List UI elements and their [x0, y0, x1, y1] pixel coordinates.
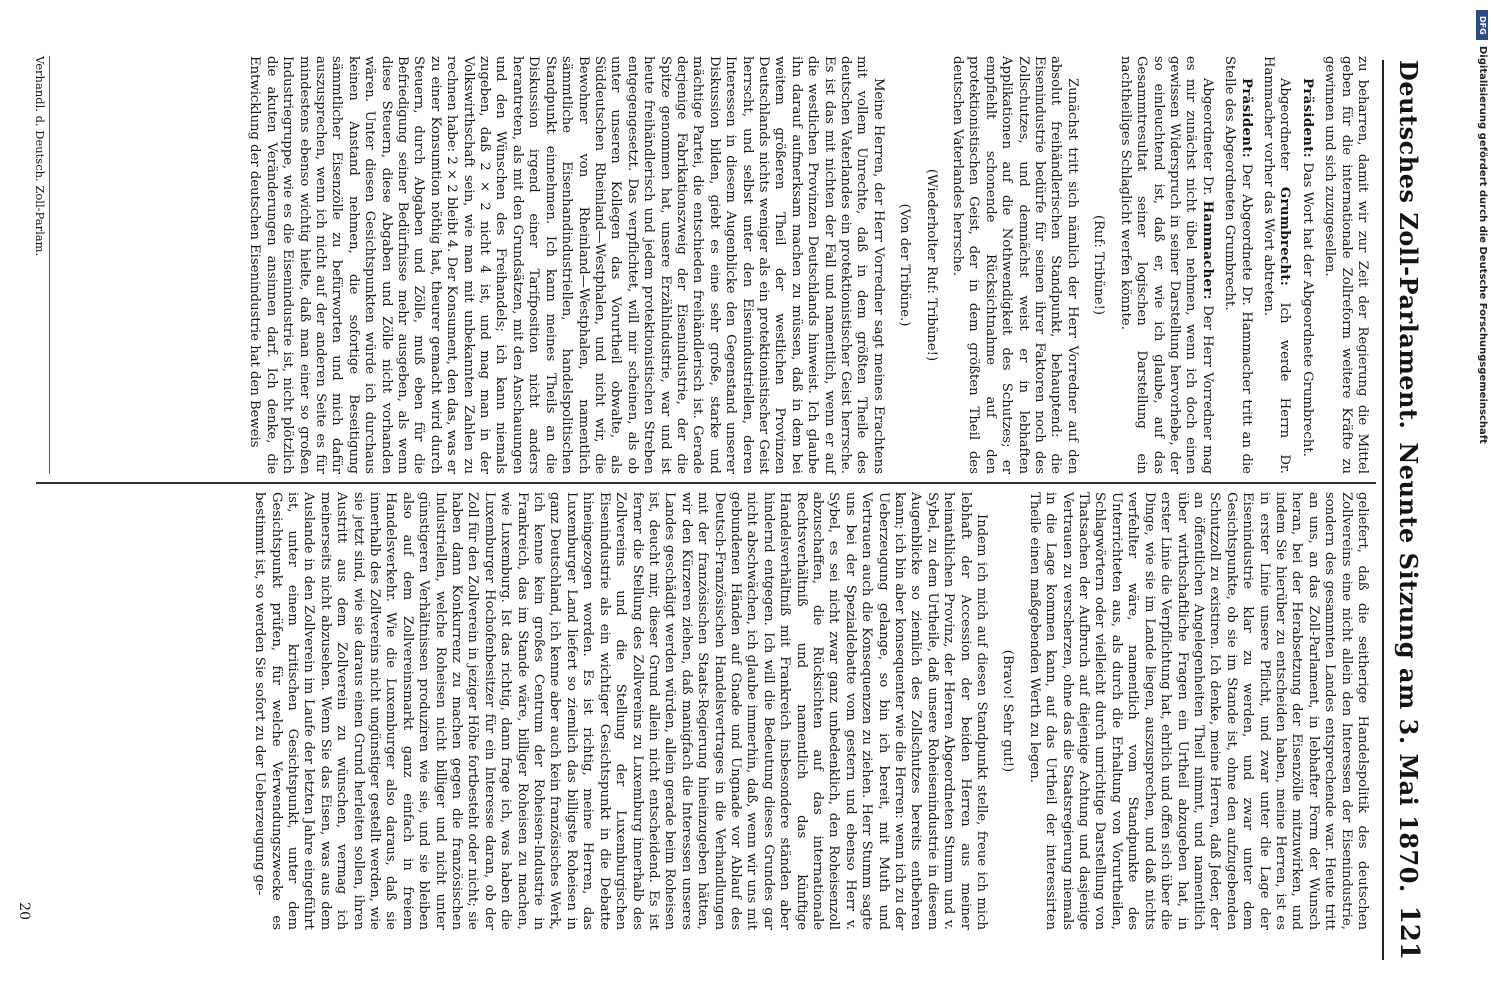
sheet-signature: 20	[16, 902, 32, 920]
digitization-credit	[1476, 10, 1488, 990]
paragraph	[1260, 56, 1293, 474]
paragraph: Meine Herren, der Herr Vorredner sagt meines Erachtens mit vollem Unrechte, daß in dem größten Theile des deutschen Vaterlandes ein protektionistischer Geist herrsche. Es ist das mit nichten der Fall und namentlich, wenn er auf die westlichen Provinzen Deutschlands hinweist. Ich glaube ihn darauf aufmerksam machen zu müssen, daß in dem bei weitem größeren Theil der westlichen Provinzen Deutschlands nichts weniger als ein protektionistischer Geist herrscht, und selbst unter den Eisenindustriellen, deren Interessen in diesem Augenblicke den Gegenstand unserer Diskussion bilden, giebt es eine sehr große, starke und mächtige Partei, die entschieden freihändlerisch ist. Gerade derjenige Fabrikationszweig der Eisenindustrie, der die Spitze genommen hat, unsere Erzählindustrie, war und ist heute freihändlerisch und jedem protektionistischen Streben entgegengesetzt. Das verpflichtet, will mir scheinen, als ob unter unseren Kollegen das Vorurtheil obwalte, als Süddeutschen Rheinland—Westphalen, und nicht wir, die Bewohner von Rheinland—Westphalen, namentlich sämmtliche Eisenhandindustriellen, handelspolitischen Standpunkt einnehmen. Ich kann meines Theils an die Diskussion irgend einer Tarifposition nicht anders herantreten, als mit den Grundsätzen, mit den Anschauungen und den Wünschen des Freihandels; ich kann niemals zugeben, daß 2 × 2 nicht 4 ist, und mag man in der Volkswirthschaft sein, wie man mit unbekannten Zahlen zu rechnen habe: 2 × 2 bleibt 4. Der Konsument, den das, was er zu einer Konsumtion nöthig hat, theurer gemacht wird durch Steuern, durch Abgaben und Zölle, muß eben für die Befriedigung seiner Bedürfnisse mehr ausgeben, als wenn diese Steuern, diese Abgaben und Zölle nicht vorhanden wären. Unter diesen Gesichtspunkten würde ich durchaus keinen Anstand nehmen, die sofortige Beseitigung sämmtlicher Eisenzölle zu befürworten und mich dafür auszusprechen, wenn ich nicht auf der anderen Seite es für mindestens ebenso wichtig hielte, daß man einer so großen Industriegruppe, wie es die Eisenindustrie ist, nicht plötzlich die akuten Veränderungen ansinnen darf. Ich denke, die Entwicklung der deutschen Eisenindustrie hat den Beweis	[247, 56, 886, 474]
page-number: 121	[1394, 905, 1424, 960]
running-title: Deutsches Zoll-Parlament.	[1394, 60, 1424, 430]
speaker-name: Präsident:	[1238, 78, 1254, 159]
interjection: (Wiederholter Ruf: Tribüne!)	[923, 168, 939, 362]
speaker-prefix: Abgeordneter	[1277, 78, 1293, 171]
session-heading: Neunte Sitzung am 3. Mai 1870.	[1394, 442, 1424, 893]
paragraph	[1221, 56, 1254, 474]
speech-text: Das Wort hat der Abgeordnete Grumbrecht.	[1299, 162, 1315, 457]
speech-text: Der Herr Vorredner mag es mir zunächst nicht übel nehmen, wenn ich doch einen gewissen Widerspruch in seiner Darstellung hervorhebe, der so einleuchtend ist, daß er, wie ich glaube, auf das Gesammtresultat seiner logischen Darstellung ein nachtheiliges Schlaglicht werfen könnte.	[1117, 56, 1215, 474]
interjection: (Von der Tribüne.)	[897, 203, 913, 327]
sheet-footer-note: Verhandl. d. Deutsch. Zoll-Parlam.	[33, 56, 50, 474]
speech-text: Ich werde Herrn Dr. Hammacher vorher das Wort abtreten.	[1260, 56, 1293, 474]
speech-text: Der Abgeordnete Dr. Hammacher tritt an die Stelle des Abgeordneten Grumbrecht.	[1222, 56, 1254, 474]
paragraph: Zunächst tritt sich nämlich der Herr Vorredner auf den absolut freihändlerischen Standpunkt, behauptend: die Eisenindustrie bedürfe für seinen ihrer Faktoren noch des Zollschutzes, und demnächst weist er in lebhaften Applikationen auf die Nothwendigkeit des Schutzes; er empfiehlt schonende Rücksichtnahme auf den protektionistischen Geist, der in dem größten Theil des deutschen Vaterlandes herrsche.	[950, 56, 1080, 474]
page-header	[1382, 60, 1434, 960]
paragraph	[1116, 56, 1214, 474]
interjection: (Bravo! Sehr gut!)	[1000, 649, 1016, 773]
dfg-logo: DFG	[1476, 10, 1488, 40]
right-column	[245, 492, 1370, 930]
paragraph	[1298, 56, 1314, 474]
speaker-name: Präsident:	[1299, 78, 1315, 159]
left-column	[240, 56, 1370, 474]
paragraph: geliefert, daß die seitherige Handelspolitik des deutschen Zollvereins eine nicht allein den Interessen der Eisenindustrie, sondern des gesammten Landes entsprechende war. Heute tritt an uns, an das Zoll-Parlament, in lebhafter Form der Wunsch heran, bei der Herabsetzung der Eisenzölle mitzuwirken, und indem Sie hierüber zu entscheiden haben, meine Herren, ist es in erster Linie unsere Pflicht, und zwar unter die Lage der Eisenindustrie klar zu werden, und zwar unter dem Gesichtspunkte, ob sie im Stande ist, ohne den aufzugebenden Schutzzoll zu existiren. Ich denke, meine Herren, daß Jeder, der an öffentlichen Angelegenheiten Theil nimmt, und namentlich über wirthschaftliche Fragen ein Urtheil abzugeben hat, in erster Linie die Verpflichtung hat, ehrlich und offen sich über die Dinge, wie sie im Lande liegen, auszusprechen, und daß nichts verfehlter wäre, namentlich vom Standpunkte des Unterrichteten aus, als durch die Erhaltung von Vorurtheilen, Schlagwörtern oder vielleicht durch unrichtige Darstellung von Thatsachen der Aufbruch auf diejenige Achtung und dasjenige Vertrauen zu verscherzen, ohne das die Staatsregierung niemals in die Lage kommen kann, auf das Urtheil der interessirten Theile einen maßgebenden Werth zu legen.	[1026, 492, 1370, 930]
speaker-name: Grumbrecht:	[1277, 186, 1293, 287]
paragraph: zu beharren, damit wir zur Zeit der Regierung die Mittel geben für die internationale Zollreform weitere Kräfte zu gewinnen und sich zuzugesellen.	[1322, 56, 1370, 474]
paragraph: Indem ich mich auf diesen Standpunkt stelle, freue ich mich lebhaft der Accession der beiden Herren aus meiner heimathlichen Provinz, der Herren Abgeordneten Stumm und v. Sybel, zu dem Urtheile, daß unsere Roheisenindustrie in diesem Augenblicke so ziemlich des Zollschutzes bereits entbehren kann; ich bin aber konsequenter wie die Herren: wenn ich zu der Ueberzeugung gelange, so bin ich bereit, mit Muth und Vertrauen auch die Konsequenzen zu ziehen. Herr Stumm sagte uns bei der Spezialdebatte vom gestern und ebenso Herr v. Sybel, es sei nicht zwar ganz unbedenklich, den Roheisenzoll abzuschaffen, die Rücksichten auf das internationale Rechtsverhältniß und namentlich das künftige Handelsverhältniß mit Frankreich insbesondere ständen aber hindernd entgegen. Ich will die Bedeutung dieses Grundes gar nicht abschwächen, ich glaube immerhin, daß, wenn wir uns mit gebundenen Händen auf Gnade und Ungnade vor Ablauf des Deutsch-Französischen Handelsvertrages in die Verhandlungen mit der französischen Staats-Regierung hineinzugeben hätten, wir den Kürzeren ziehen, daß manigfach die Interessen unseres Landes geschädigt werden würden, allein gerade beim Roheisen ist, deucht mir, dieser Grund allein nicht entscheidend. Es ist ferner die Stellung des Zollvereins zu Luxemburg innerhalb des Zollvereins und die Stellung der Luxemburgischen Eisenindustrie als ein wichtiger Gesichtspunkt in die Debatte hineingezogen worden. Es ist richtig, meine Herren, das Luxemburger Land liefert so ziemlich das billigste Roheisen in ganz Deutschland, ich kenne aber auch kein französisches Werk, ich kenne kein großes Centrum der Roheisen-Industrie in Frankreich, das im Stande wäre, billiger Roheisen zu machen, wie Luxemburg. Ist das richtig, dann frage ich, was haben die Luxemburger Hochofenbesitzer für ein Interesse daran, ob der Zoll für den Zollverein in jeziger Höhe fortbesteht oder nicht; sie haben dann Konkurrenz zu machen gegen die französischen Industriellen, welche Roheisen nicht billiger und nicht unter günstigeren Verhältnissen produziren wie sie, und sie bleiben also auf dem Zollvereinsmarkt ganz einfach in freiem Handelsverkehr. Wie die Luxemburger also daraus, daß sie innerhalb des Zollvereins nicht ungünstiger gestellt werden, wie sie jetzt sind, wie sie daraus einen Grund herleiten sollen, ihren Austritt aus dem Zollverein zu wünschen, vermag ich meinerseits nicht abzusehen. Wenn Sie das Eisen, was aus dem Auslande in den Zollverein im Laufe der letzten Jahre eingeführt ist, unter einem kritischen Gesichtspunkt, unter dem Gesichtspunkt prüfen, für welche Verwendungszwecke es bestimmt ist, so werden Sie sofort zu der Ueberzeugung ge-	[252, 492, 990, 930]
column-divider	[36, 482, 1376, 484]
interjection: (Ruf: Tribüne!)	[1091, 214, 1107, 316]
speaker-name: Hammacher:	[1199, 200, 1215, 300]
speaker-prefix: Abgeordneter Dr.	[1199, 78, 1215, 196]
credit-text: Digitalisierung gefördert durch die Deutsche Forschungsgemeinschaft	[1477, 46, 1488, 444]
